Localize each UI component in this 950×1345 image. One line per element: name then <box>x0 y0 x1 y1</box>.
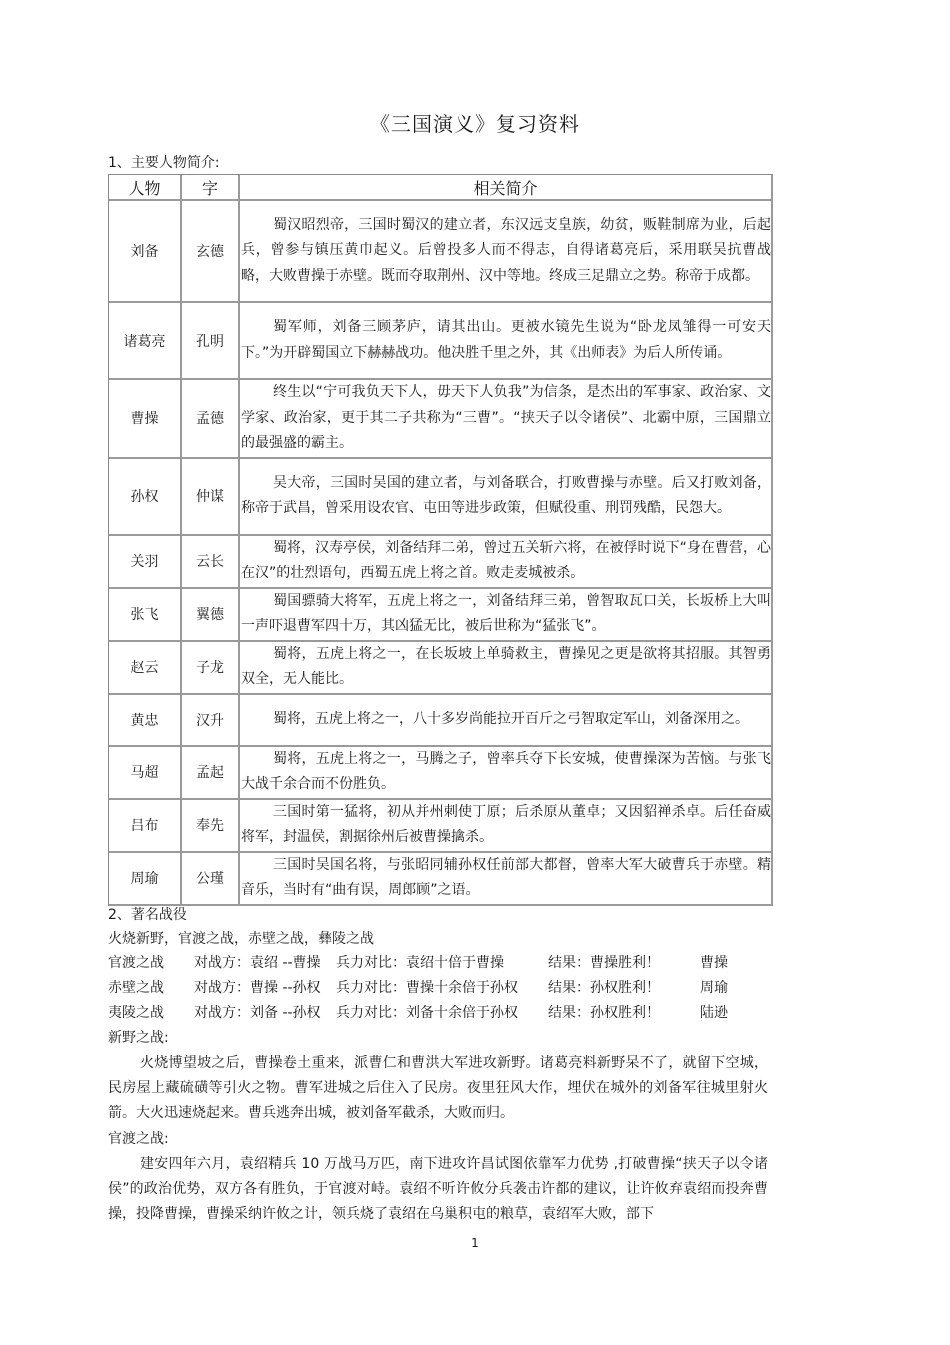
document-title: 《三国演义》复习资料 <box>370 112 580 136</box>
character-name: 吕布 <box>109 800 182 853</box>
character-name: 马超 <box>109 747 182 800</box>
character-desc <box>240 642 773 695</box>
battle-result: 结果：孙权胜利！ <box>548 980 660 996</box>
desc-text: 吴大帝，三国时吴国的建立者，与刘备联合，打败曹操与赤壁。后又打败刘备，称帝于武昌，曾采用设农官、屯田等进步政策，但赋役重、刑罚残酷，民怨大。 <box>241 474 771 516</box>
character-name: 孙权 <box>109 459 182 536</box>
battle-sides: 对战方：袁绍 --曹操 <box>194 955 321 971</box>
battle-row <box>108 951 748 976</box>
table-row <box>109 536 773 589</box>
character-name: 周瑜 <box>109 853 182 906</box>
battle-force: 兵力对比：袁绍十倍于曹操 <box>336 955 504 971</box>
desc-text: 蜀将，五虎上将之一，在长坂坡上单骑救主，曹操见之更是欲将其招服。其智勇双全，无人能比。 <box>241 645 771 687</box>
desc-text: 蜀将，汉寿亭侯，刘备结拜二弟，曾过五关斩六将，在被俘时说下“身在曹营，心在汉”的壮烈语句，西蜀五虎上将之首。败走麦城被杀。 <box>241 539 771 581</box>
character-desc <box>240 459 773 536</box>
character-zi: 孟起 <box>182 747 240 800</box>
table-row <box>109 303 773 380</box>
character-name: 张飞 <box>109 589 182 642</box>
xinye-paragraph: 火烧博望坡之后，曹操卷土重来，派曹仁和曹洪大军进攻新野。诸葛亮料新野呆不了，就留下空城，民房屋上藏硫磺等引火之物。曹军进城之后住入了民房。夜里狂风大作，埋伏在城外的刘备军往城里射火箭。大火迅速烧起来。曹兵逃奔出城，被刘备军截杀，大败而归。 <box>108 1055 768 1121</box>
battle-name: 夷陵之战 <box>108 1005 164 1021</box>
table-row <box>109 695 773 747</box>
table-row <box>109 459 773 536</box>
character-desc <box>240 380 773 459</box>
table-row <box>109 642 773 695</box>
character-name: 刘备 <box>109 201 182 303</box>
character-name: 黄忠 <box>109 695 182 747</box>
battle-force: 兵力对比：刘备十余倍于孙权 <box>336 1005 518 1021</box>
desc-text: 终生以“宁可我负天下人，毋天下人负我”为信条，是杰出的军事家、政治家、文学家、政治家，更于其二子共称为“三曹”。“挟天子以令诸侯”、北霸中原，三国鼎立的最强盛的霸主。 <box>241 384 771 451</box>
character-name: 赵云 <box>109 642 182 695</box>
table-header-row <box>109 175 773 201</box>
table-row <box>109 853 773 906</box>
header-desc: 相关简介 <box>240 175 773 201</box>
guandu-paragraph: 建安四年六月，袁绍精兵 10 万战马万匹，南下进攻许昌试图依靠军力优势 ,打破曹操“挟天子以令诸侯”的政治优势，双方各有胜负，于官渡对峙。袁绍不听许攸分兵袭击许都的建议，让许攸弃袁绍而投奔曹操，投降曹操，曹操采纳许攸之计，领兵烧了袁绍在乌巢积屯的粮草，袁绍军大败，部下 <box>108 1156 768 1222</box>
battle-list: 火烧新野，官渡之战，赤壁之战，彝陵之战 <box>108 931 374 947</box>
table-row <box>109 380 773 459</box>
character-zi: 孔明 <box>182 303 240 380</box>
section-heading-characters: 1、主要人物简介: <box>108 155 220 171</box>
battle-winner: 陆逊 <box>700 1005 728 1021</box>
desc-text: 三国时第一猛将，初从并州刺使丁原；后杀原从董卓；又因貂禅杀卓。后任奋威将军，封温侯，割据徐州后被曹操擒杀。 <box>241 803 771 845</box>
header-zi: 字 <box>182 175 240 201</box>
character-desc <box>240 201 773 303</box>
guandu-heading: 官渡之战: <box>108 1131 169 1147</box>
page-number: 1 <box>471 1236 479 1250</box>
character-zi: 仲谋 <box>182 459 240 536</box>
battle-result: 结果：曹操胜利！ <box>548 955 660 971</box>
character-name: 诸葛亮 <box>109 303 182 380</box>
battle-force: 兵力对比：曹操十余倍于孙权 <box>336 980 518 996</box>
character-zi: 翼德 <box>182 589 240 642</box>
table-row <box>109 800 773 853</box>
character-desc <box>240 853 773 906</box>
desc-text: 蜀将，五虎上将之一，八十多岁尚能拉开百斤之弓智取定军山，刘备深用之。 <box>273 710 749 727</box>
battle-result: 结果：孙权胜利！ <box>548 1005 660 1021</box>
character-zi: 玄德 <box>182 201 240 303</box>
character-desc <box>240 536 773 589</box>
characters-table <box>108 174 773 906</box>
character-zi: 奉先 <box>182 800 240 853</box>
battle-winner: 周瑜 <box>700 980 728 996</box>
desc-text: 蜀国骠骑大将军，五虎上将之一，刘备结拜三弟，曾智取瓦口关，长坂桥上大叫一声吓退曹军四十万，其凶猛无比，被后世称为“猛张飞”。 <box>241 592 771 634</box>
character-zi: 子龙 <box>182 642 240 695</box>
character-desc <box>240 589 773 642</box>
character-zi: 云长 <box>182 536 240 589</box>
character-zi: 孟德 <box>182 380 240 459</box>
character-desc <box>240 303 773 380</box>
battle-row <box>108 1001 748 1026</box>
battle-name: 赤壁之战 <box>108 980 164 996</box>
battle-sides: 对战方：曹操 --孙权 <box>194 980 321 996</box>
character-zi: 汉升 <box>182 695 240 747</box>
table-row <box>109 747 773 800</box>
header-name: 人物 <box>109 175 182 201</box>
character-name: 曹操 <box>109 380 182 459</box>
character-name: 关羽 <box>109 536 182 589</box>
xinye-heading: 新野之战: <box>108 1030 169 1046</box>
desc-text: 蜀将，五虎上将之一，马腾之子，曾率兵夺下长安城，使曹操深为苦恼。与张飞大战千余合而不份胜负。 <box>241 750 771 792</box>
table-row <box>109 201 773 303</box>
section-heading-battles: 2、著名战役 <box>108 907 187 923</box>
desc-text: 蜀军师，刘备三顾茅庐，请其出山。更被水镜先生说为“卧龙凤雏得一可安天下。”为开辟蜀国立下赫赫战功。他决胜千里之外，其《出师表》为后人所传诵。 <box>241 319 771 361</box>
battle-row <box>108 976 748 1001</box>
character-zi: 公瑾 <box>182 853 240 906</box>
character-desc <box>240 695 773 747</box>
battle-winner: 曹操 <box>700 955 728 971</box>
table-row <box>109 589 773 642</box>
character-desc <box>240 800 773 853</box>
battle-sides: 对战方：刘备 --孙权 <box>194 1005 321 1021</box>
desc-text: 三国时吴国名将，与张昭同辅孙权任前部大都督，曾率大军大破曹兵于赤壁。精音乐，当时有“曲有误，周郎顾”之语。 <box>241 856 771 898</box>
battle-name: 官渡之战 <box>108 955 164 971</box>
character-desc <box>240 747 773 800</box>
desc-text: 蜀汉昭烈帝，三国时蜀汉的建立者，东汉远支皇族，幼贫，贩鞋制席为业，后起兵，曾参与镇压黄巾起义。后曾投多人而不得志，自得诸葛亮后，采用联吴抗曹战略，大败曹操于赤壁。既而夺取荆州、汉中等地。终成三足鼎立之势。称帝于成都。 <box>241 216 771 284</box>
